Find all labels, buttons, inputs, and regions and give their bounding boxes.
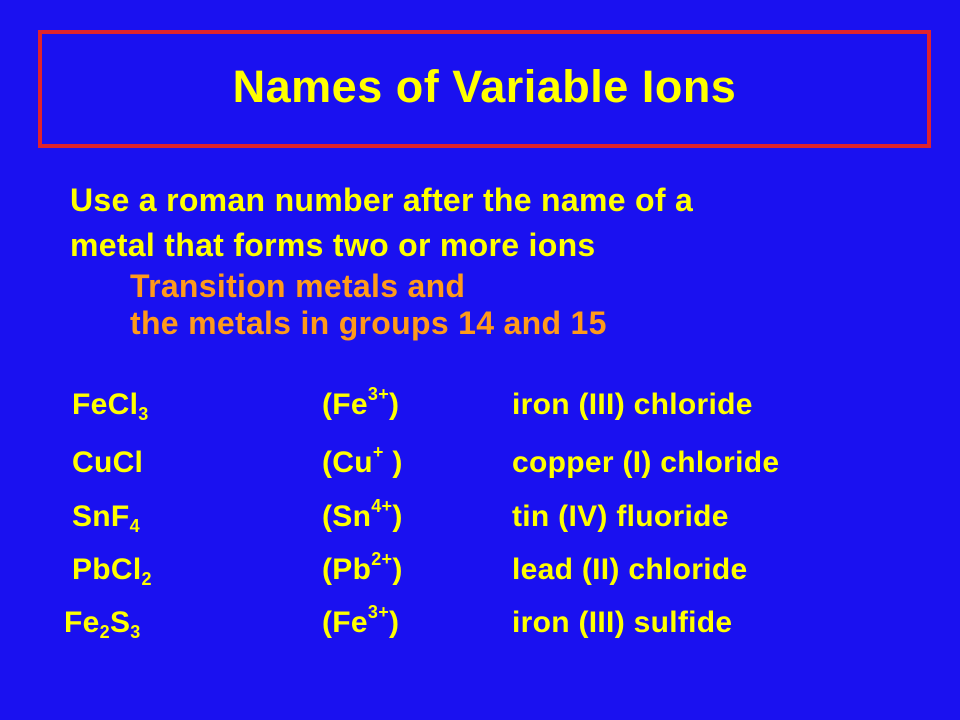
compound-name: iron (III) sulfide bbox=[512, 606, 733, 639]
ion-charge: $(Pb^{2+})$ bbox=[322, 549, 403, 586]
formula: FeCl$_3$ bbox=[72, 388, 149, 424]
compound-name: tin (IV) fluoride bbox=[512, 500, 729, 533]
compound-name: lead (II) chloride bbox=[512, 553, 748, 586]
ion-charge: $(Fe^{3+})$ bbox=[322, 602, 400, 639]
intro-line-2: metal that forms two or more ions bbox=[70, 227, 596, 263]
formula: CuCl bbox=[72, 446, 144, 479]
ion-charge: (Cu+ ) bbox=[322, 442, 403, 479]
intro-text bbox=[70, 178, 693, 268]
compound-name: iron (III) chloride bbox=[512, 388, 753, 421]
intro-line-1: Use a roman number after the name of a bbox=[70, 182, 694, 218]
compound-name: copper (I) chloride bbox=[512, 446, 780, 479]
formula: $Fe_2S_3$ bbox=[64, 606, 141, 642]
formula: PbCl$_2$ bbox=[72, 553, 152, 589]
note-line-1: Transition metals and bbox=[130, 268, 466, 304]
title-frame bbox=[38, 30, 931, 148]
slide-title: Names of Variable Ions bbox=[232, 61, 737, 112]
formula: SnF$_4$ bbox=[72, 500, 140, 536]
note-text bbox=[130, 268, 607, 342]
ion-charge: $(Sn^{4+})$ bbox=[322, 496, 403, 533]
note-line-2: the metals in groups 14 and 15 bbox=[130, 305, 607, 341]
ion-charge: $(Fe^{3+})$ bbox=[322, 384, 400, 421]
